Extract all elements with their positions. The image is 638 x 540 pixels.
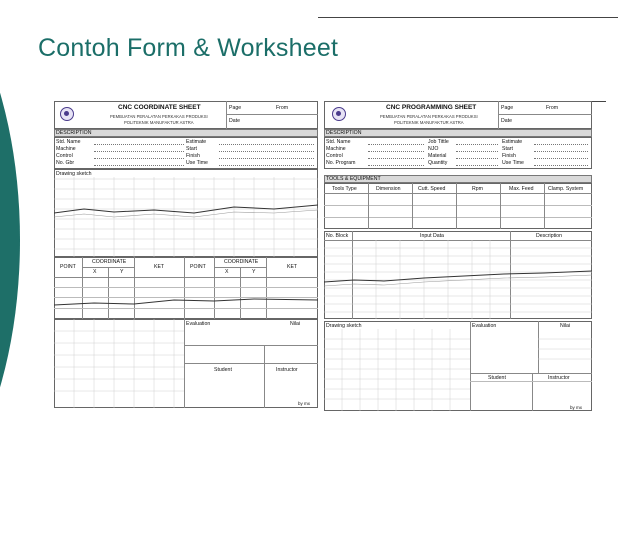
field-estimate: Estimate (502, 139, 523, 145)
col-rpm: Rpm (472, 186, 483, 192)
date-label: Date (501, 118, 512, 124)
grid-lines (538, 329, 592, 373)
field-start: Start (186, 146, 197, 152)
decorative-circle (0, 0, 20, 540)
col-y-2: Y (252, 269, 256, 275)
field-std-name: Std. Name (56, 139, 81, 145)
col-coordinate-2: COORDINATE (224, 259, 259, 265)
col-input-data: Input Data (420, 233, 444, 239)
from-label: From (546, 105, 559, 111)
sheet-footer: by mx (298, 401, 311, 406)
field-finish: Finish (186, 153, 200, 159)
sheet-footer: by mx (570, 405, 583, 410)
evaluation-label: Evaluation (186, 321, 211, 327)
description-band (54, 129, 318, 137)
field-use-time: Use Time (502, 160, 524, 166)
field-njo: NJO (428, 146, 439, 152)
grid-lines (54, 169, 318, 257)
student-label: Student (488, 375, 506, 381)
grid-lines (324, 240, 592, 319)
org-line-1: PEMBUATAN PERALATAN PERKAKAS PRODUKSI (380, 114, 478, 119)
col-dimension: Dimension (376, 186, 401, 192)
nilai-label: Nilai (290, 321, 301, 327)
col-point-2: POINT (190, 264, 206, 270)
grid-lines (54, 319, 184, 408)
field-machine: Machine (326, 146, 346, 152)
col-cutt-speed: Cutt. Speed (418, 186, 446, 192)
field-control: Control (56, 153, 73, 159)
instructor-label: Instructor (276, 367, 298, 373)
divider (318, 17, 618, 18)
sheet-heading: CNC COORDINATE SHEET (118, 104, 201, 111)
col-ket: KET (154, 264, 165, 270)
coordinate-sheet (54, 101, 318, 408)
col-y: Y (120, 269, 124, 275)
date-label: Date (229, 118, 240, 124)
student-label: Student (214, 367, 232, 373)
field-finish: Finish (502, 153, 516, 159)
org-line-2: POLITEKNIK MANUFAKTUR ASTRA (124, 120, 194, 125)
description-label: DESCRIPTION (326, 130, 362, 136)
sheet-heading: CNC PROGRAMMING SHEET (386, 104, 477, 111)
col-max-feed: Max. Feed (509, 186, 534, 192)
slide-title: Contoh Form & Worksheet (38, 34, 339, 62)
col-x-2: X (225, 269, 229, 275)
field-machine: Machine (56, 146, 76, 152)
polman-logo (60, 107, 74, 121)
col-coordinate: COORDINATE (92, 259, 127, 265)
instructor-label: Instructor (548, 375, 570, 381)
field-quantity: Quantity (428, 160, 448, 166)
field-material: Material (428, 153, 447, 159)
tear-line (54, 297, 318, 309)
field-control: Control (326, 153, 343, 159)
org-line-2: POLITEKNIK MANUFAKTUR ASTRA (394, 120, 464, 125)
page-label: Page (229, 105, 242, 111)
divider (592, 101, 606, 102)
col-clamp-system: Clamp. System (548, 186, 584, 192)
grid-lines (324, 329, 470, 411)
field-std-name: Std. Name (326, 139, 351, 145)
col-description: Description (536, 233, 562, 239)
col-no-block: No. Block (326, 233, 349, 239)
field-estimate: Estimate (186, 139, 207, 145)
page-label: Page (501, 105, 514, 111)
description-label: DESCRIPTION (56, 130, 92, 136)
field-no-gbr: No. Gbr (56, 160, 75, 166)
description-band (324, 129, 592, 137)
drawing-sketch-label: Drawing sketch (56, 171, 92, 177)
programming-sheet (324, 101, 592, 413)
from-label: From (276, 105, 289, 111)
field-use-time: Use Time (186, 160, 208, 166)
col-tools-type: Tools Type (332, 186, 357, 192)
org-line-1: PEMBUATAN PERALATAN PERKAKAS PRODUKSI (110, 114, 208, 119)
field-job-tittle: Job Tittle (428, 139, 449, 145)
field-start: Start (502, 146, 513, 152)
col-ket-2: KET (287, 264, 298, 270)
tools-label: TOOLS & EQUIPMENT (326, 176, 381, 182)
drawing-sketch-label: Drawing sketch (326, 323, 362, 329)
col-point: POINT (60, 264, 76, 270)
field-no-program: No. Program (326, 160, 356, 166)
evaluation-label: Evaluation (472, 323, 497, 329)
col-x: X (93, 269, 97, 275)
polman-logo (332, 107, 346, 121)
nilai-label: Nilai (560, 323, 571, 329)
